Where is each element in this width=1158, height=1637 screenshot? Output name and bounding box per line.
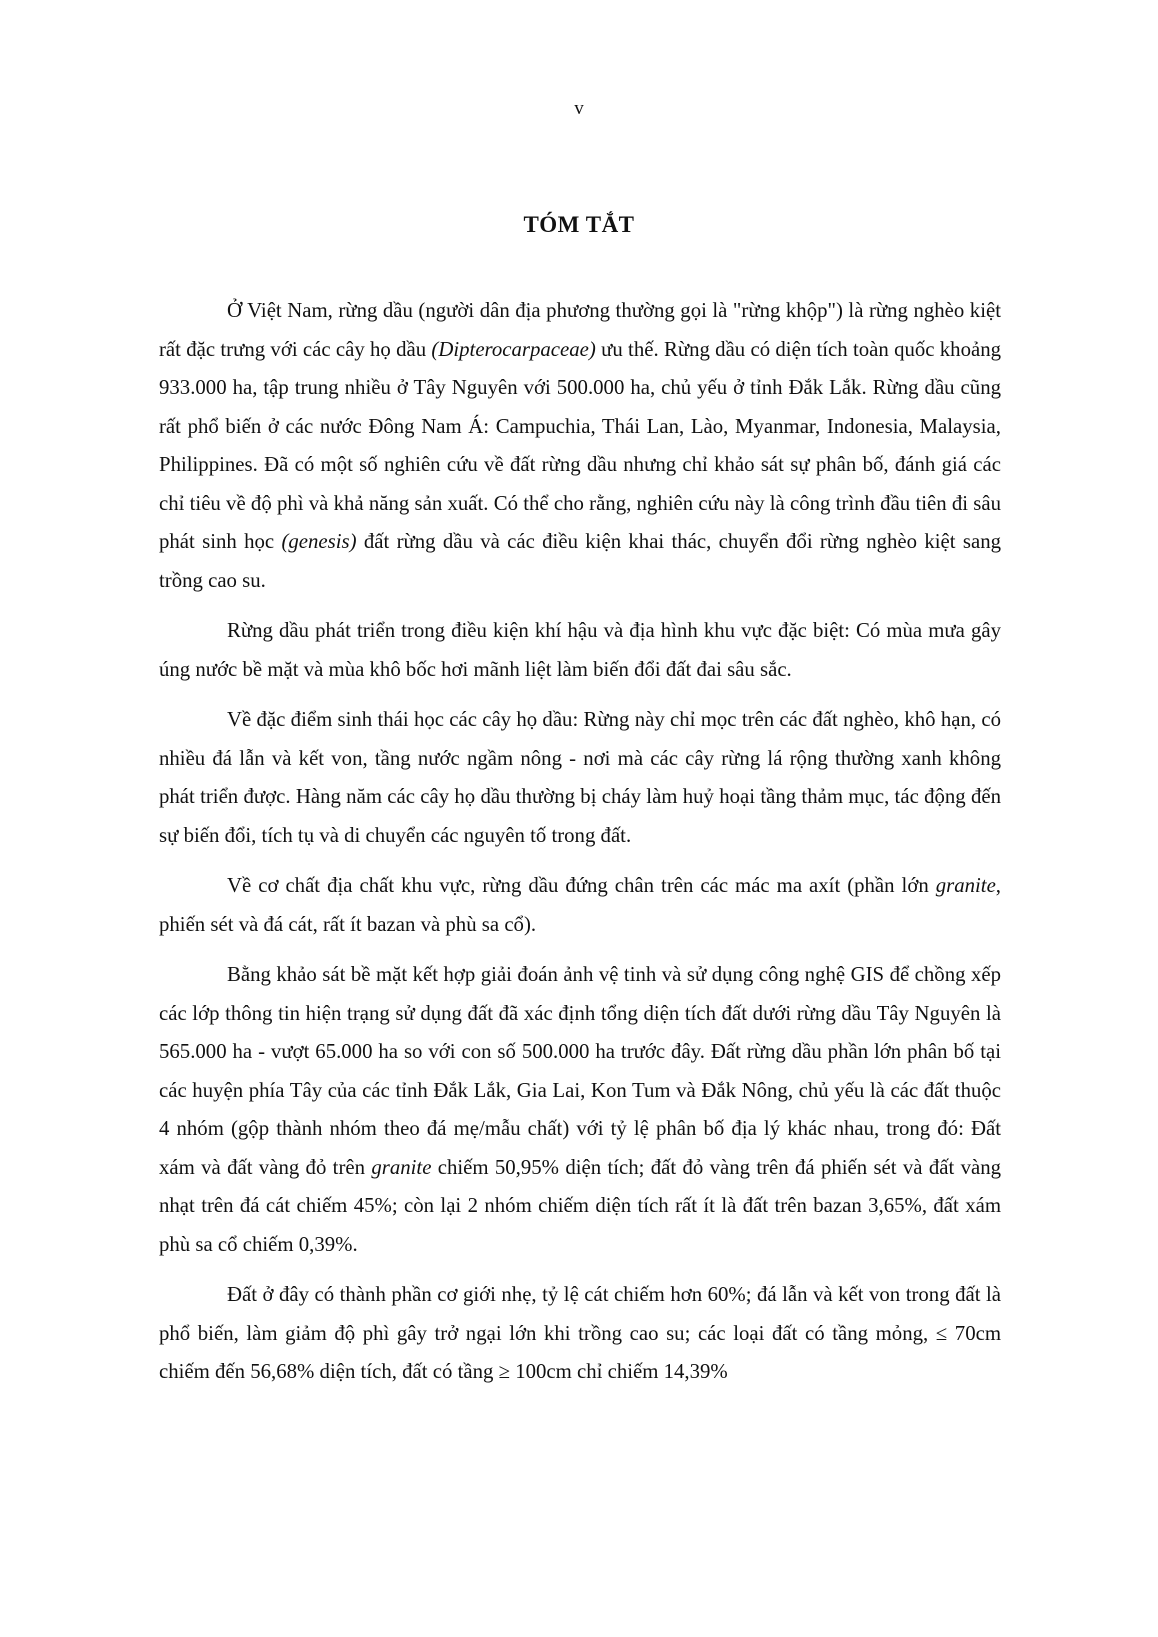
- paragraph: [159, 956, 1001, 1264]
- body-text: [159, 292, 1001, 1404]
- text-segment: ưu thế. Rừng dầu có diện tích toàn quốc khoảng 933.000 ha, tập trung nhiều ở Tây Nguyên với 500.000 ha, chủ yếu ở tỉnh Đắk Lắk. Rừng dầu cũng rất phổ biến ở các nước Đông Nam Á: Campuchia, Thái Lan, Lào, Myanmar, Indonesia, Malaysia, Philippines. Đã có một số nghiên cứu về đất rừng dầu nhưng chỉ khảo sát sự phân bố, đánh giá các chỉ tiêu về độ phì và khả năng sản xuất. Có thể cho rằng, nghiên cứu này là công trình đầu tiên đi sâu phát sinh học: [159, 337, 1001, 553]
- text-segment: Về cơ chất địa chất khu vực, rừng dầu đứng chân trên các mác ma axít (phần lớn: [227, 874, 936, 897]
- paragraph: [159, 292, 1001, 600]
- text-segment: chiếm 50,95% diện tích; đất đỏ vàng trên đá phiến sét và đất vàng nhạt trên đá cát chiếm 45%; còn lại 2 nhóm chiếm diện tích rất ít là đất trên bazan 3,65%, đất xám phù sa cổ chiếm 0,39%.: [159, 1155, 1001, 1256]
- paragraph: [159, 1276, 1001, 1392]
- text-segment-italic: (genesis): [281, 530, 357, 553]
- text-segment: đất rừng dầu và các điều kiện khai thác, chuyển đổi rừng nghèo kiệt sang trồng cao su.: [159, 530, 1001, 592]
- page-number: v: [574, 98, 584, 119]
- paragraph: [159, 867, 1001, 944]
- paragraph: [159, 612, 1001, 689]
- text-segment: , phiến sét và đá cát, rất ít bazan và phù sa cổ).: [159, 874, 1001, 936]
- text-segment: Về đặc điểm sinh thái học các cây họ dầu: Rừng này chỉ mọc trên các đất nghèo, khô hạn, có nhiều đá lẫn và kết von, tầng nước ngầm nông - nơi mà các cây rừng lá rộng thường xanh không phát triển được. Hàng năm các cây họ dầu thường bị cháy làm huỷ hoại tầng thảm mục, tác động đến sự biến đổi, tích tụ và di chuyển các nguyên tố trong đất.: [159, 708, 1001, 847]
- page-title: TÓM TẮT: [523, 212, 635, 237]
- text-segment: Rừng dầu phát triển trong điều kiện khí hậu và địa hình khu vực đặc biệt: Có mùa mưa gây úng nước bề mặt và mùa khô bốc hơi mãnh liệt làm biến đổi đất đai sâu sắc.: [159, 619, 1001, 681]
- text-segment-italic: granite: [371, 1155, 432, 1179]
- text-segment-italic: granite: [935, 874, 996, 897]
- text-segment: Bằng khảo sát bề mặt kết hợp giải đoán ảnh vệ tinh và sử dụng công nghệ GIS để chồng xếp các lớp thông tin hiện trạng sử dụng đất đã xác định tổng diện tích đất dưới rừng dầu Tây Nguyên là 565.000 ha - vượt 65.000 ha so với con số 500.000 ha trước đây. Đất rừng dầu phần lớn phân bố tại các huyện phía Tây của các tỉnh Đắk Lắk, Gia Lai, Kon Tum và Đắk Nông, chủ yếu là các đất thuộc 4 nhóm (gộp thành nhóm theo đá mẹ/mẫu chất) với tỷ lệ phân bố địa lý khác nhau, trong đó: Đất xám và đất vàng đỏ trên: [159, 963, 1001, 1179]
- text-segment-italic: (Dipterocarpaceae): [431, 337, 596, 361]
- paragraph: [159, 701, 1001, 855]
- text-segment: Ở Việt Nam, rừng dầu (người dân địa phương thường gọi là "rừng khộp") là rừng nghèo kiệt rất đặc trưng với các cây họ dầu: [159, 299, 1001, 361]
- text-segment: Đất ở đây có thành phần cơ giới nhẹ, tỷ lệ cát chiếm hơn 60%; đá lẫn và kết von trong đất là phổ biến, làm giảm độ phì gây trở ngại lớn khi trồng cao su; các loại đất có tầng mỏng, ≤ 70cm chiếm đến 56,68% diện tích, đất có tầng ≥ 100cm chỉ chiếm 14,39%: [159, 1283, 1001, 1383]
